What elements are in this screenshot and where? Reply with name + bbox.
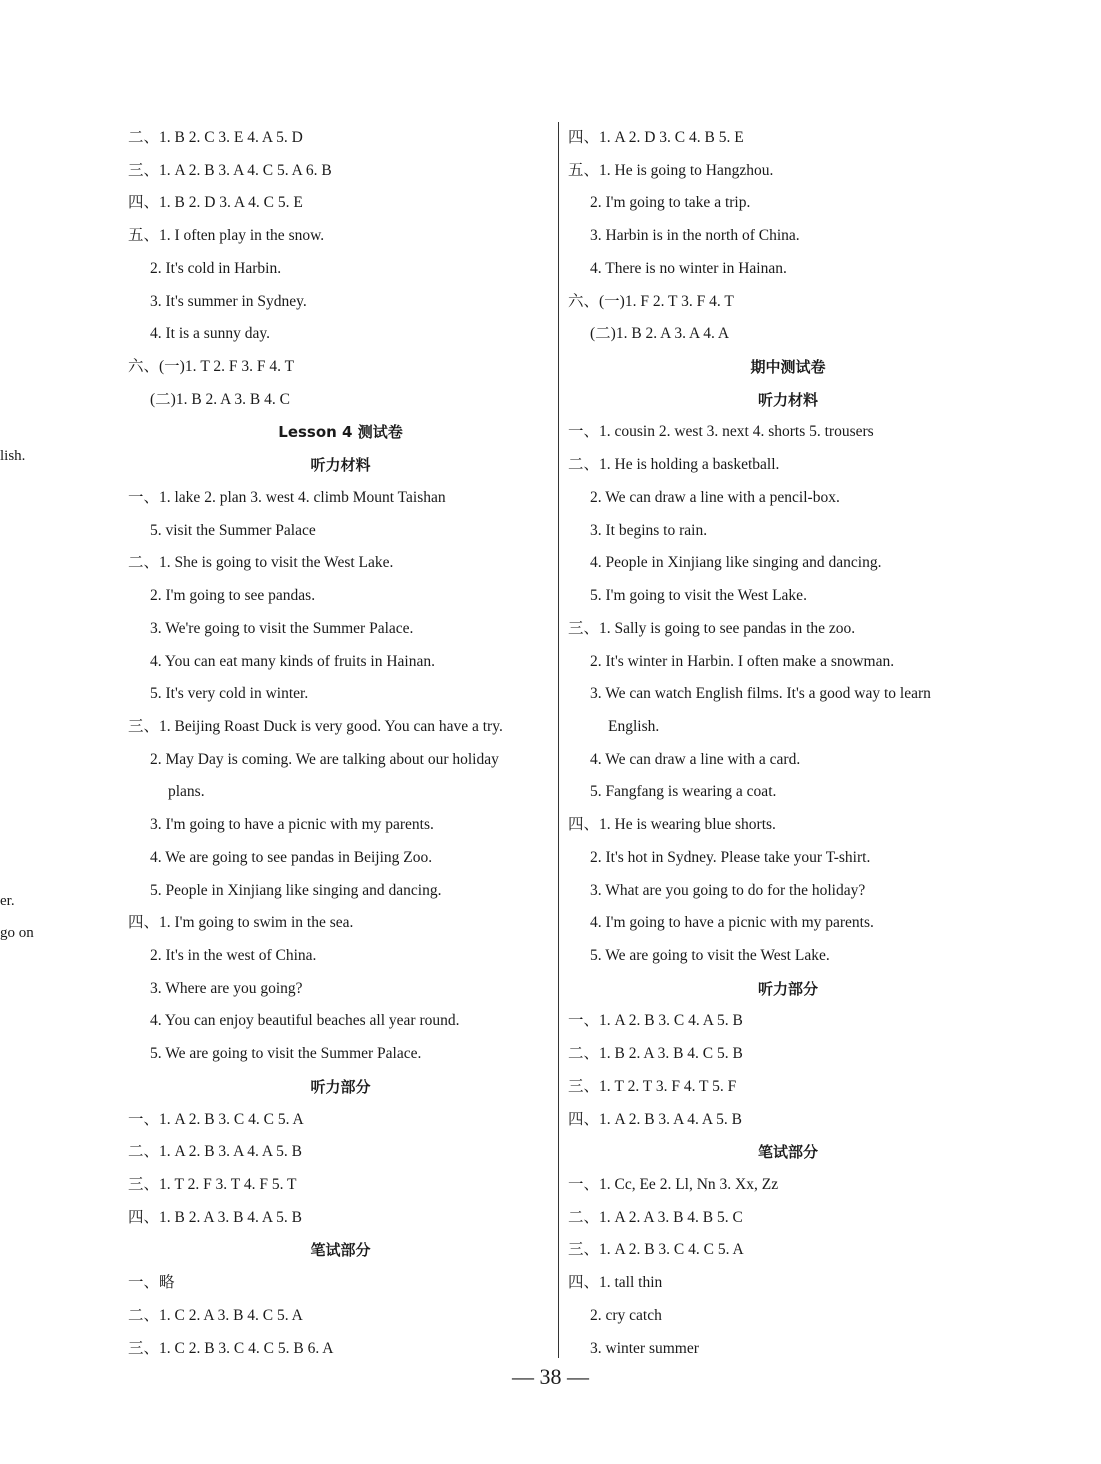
page-number: — 38 — — [512, 1364, 589, 1389]
edge-fragment: er. — [0, 893, 15, 909]
answer-line: 四、1. tall thin — [568, 1274, 663, 1292]
answer-line: 二、1. A 2. A 3. B 4. B 5. C — [568, 1208, 743, 1226]
answer-line: 四、1. B 2. D 3. A 4. C 5. E — [128, 194, 303, 212]
answer-line: (二)1. B 2. A 3. B 4. C — [150, 390, 290, 408]
answer-line: 一、1. A 2. B 3. C 4. C 5. A — [128, 1110, 304, 1128]
answer-line: 3. Where are you going? — [150, 979, 303, 997]
section-heading: 听力部分 — [310, 1077, 371, 1096]
section-heading: 听力部分 — [757, 979, 818, 998]
answer-line: 三、1. T 2. T 3. F 4. T 5. F — [568, 1077, 737, 1095]
answer-line: 一、1. lake 2. plan 3. west 4. climb Mount Taishan — [128, 488, 446, 506]
answer-line: plans. — [168, 783, 205, 801]
answer-line: 二、1. A 2. B 3. A 4. A 5. B — [128, 1143, 302, 1161]
answer-line: 二、1. B 2. C 3. E 4. A 5. D — [128, 129, 303, 146]
answer-line: 5. It's very cold in winter. — [150, 685, 309, 703]
answer-line: 2. I'm going to see pandas. — [150, 587, 316, 605]
answer-line: 5. People in Xinjiang like singing and dancing. — [150, 881, 442, 899]
answer-line: 4. People in Xinjiang like singing and dancing. — [590, 554, 882, 572]
answer-line: 一、1. A 2. B 3. C 4. A 5. B — [568, 1012, 743, 1030]
answer-line: 五、1. I often play in the snow. — [128, 227, 325, 245]
answer-line: 2. It's in the west of China. — [150, 947, 317, 964]
answer-line: 一、1. cousin 2. west 3. next 4. shorts 5. trousers — [568, 423, 874, 441]
answer-line: 三、1. T 2. F 3. T 4. F 5. T — [128, 1176, 297, 1194]
answer-line: 2. It's hot in Sydney. Please take your T-shirt. — [590, 848, 871, 866]
section-heading: Lesson 4 测试卷 — [278, 423, 403, 442]
answer-line: 二、1. He is holding a basketball. — [568, 456, 780, 474]
answer-line: 3. I'm going to have a picnic with my parents. — [150, 816, 434, 834]
answer-line: 5. visit the Summer Palace — [150, 521, 316, 539]
answer-line: 四、1. B 2. A 3. B 4. A 5. B — [128, 1208, 302, 1226]
answer-line: English. — [608, 717, 660, 735]
answer-line: 一、1. Cc, Ee 2. Ll, Nn 3. Xx, Zz — [568, 1176, 779, 1194]
answer-line: 3. We're going to visit the Summer Palace. — [150, 619, 414, 637]
answer-line: 四、1. A 2. B 3. A 4. A 5. B — [568, 1110, 742, 1128]
answer-line: 4. We can draw a line with a card. — [590, 750, 801, 768]
answer-line: 3. We can watch English films. It's a good way to learn — [590, 685, 931, 703]
column-divider — [558, 122, 559, 1358]
answer-line: 2. I'm going to take a trip. — [590, 194, 751, 212]
answer-line: 三、1. Sally is going to see pandas in the zoo. — [568, 619, 856, 637]
answer-line: 三、1. A 2. B 3. C 4. C 5. A — [568, 1241, 744, 1259]
answer-line: 六、(一)1. F 2. T 3. F 4. T — [568, 292, 734, 310]
answer-line: 三、1. A 2. B 3. A 4. C 5. A 6. B — [128, 161, 332, 179]
section-heading: 笔试部分 — [310, 1241, 371, 1260]
section-heading: 期中测试卷 — [750, 358, 826, 377]
answer-line: 2. It's cold in Harbin. — [150, 259, 282, 277]
answer-line: 4. It is a sunny day. — [150, 325, 270, 343]
answer-line: 5. Fangfang is wearing a coat. — [590, 783, 777, 801]
answer-line: 五、1. He is going to Hangzhou. — [568, 161, 774, 179]
answer-line: 四、1. He is wearing blue shorts. — [568, 816, 776, 834]
section-heading: 听力材料 — [757, 390, 818, 409]
edge-fragment: lish. — [0, 448, 26, 464]
section-heading: 听力材料 — [310, 456, 371, 475]
answer-line: 二、1. C 2. A 3. B 4. C 5. A — [128, 1306, 303, 1324]
answer-line: 3. What are you going to do for the holiday? — [590, 881, 866, 899]
answer-line: 3. winter summer — [590, 1339, 699, 1357]
answer-line: 5. We are going to visit the West Lake. — [590, 947, 830, 964]
answer-line: 4. I'm going to have a picnic with my parents. — [590, 914, 874, 932]
answer-line: (二)1. B 2. A 3. A 4. A — [590, 325, 730, 343]
answer-line: 4. You can enjoy beautiful beaches all year round. — [150, 1012, 460, 1030]
answer-line: 5. I'm going to visit the West Lake. — [590, 587, 807, 605]
answer-line: 二、1. She is going to visit the West Lake. — [128, 554, 394, 572]
answer-line: 2. May Day is coming. We are talking about our holiday — [150, 750, 499, 768]
answer-line: 3. It's summer in Sydney. — [150, 292, 307, 310]
answer-line: 四、1. I'm going to swim in the sea. — [128, 914, 354, 932]
answer-line: 4. We are going to see pandas in Beijing Zoo. — [150, 848, 433, 866]
answer-line: 三、1. Beijing Roast Duck is very good. You can have a try. — [128, 717, 503, 735]
answer-line: 2. We can draw a line with a pencil-box. — [590, 488, 840, 506]
answer-line: 3. It begins to rain. — [590, 521, 708, 539]
edge-fragment: go on — [0, 925, 34, 941]
answer-line: 四、1. A 2. D 3. C 4. B 5. E — [568, 129, 744, 146]
answer-line: 六、(一)1. T 2. F 3. F 4. T — [128, 358, 295, 376]
answer-line: 4. You can eat many kinds of fruits in Hainan. — [150, 652, 435, 670]
answer-line: 三、1. C 2. B 3. C 4. C 5. B 6. A — [128, 1339, 334, 1357]
answer-line: 一、略 — [128, 1274, 175, 1292]
answer-line: 2. cry catch — [590, 1306, 662, 1324]
answer-line: 2. It's winter in Harbin. I often make a snowman. — [590, 652, 895, 670]
answer-line: 3. Harbin is in the north of China. — [590, 227, 800, 245]
answer-line: 4. There is no winter in Hainan. — [590, 259, 787, 277]
section-heading: 笔试部分 — [757, 1143, 818, 1162]
answer-line: 5. We are going to visit the Summer Palace. — [150, 1045, 422, 1063]
answer-line: 二、1. B 2. A 3. B 4. C 5. B — [568, 1045, 743, 1063]
